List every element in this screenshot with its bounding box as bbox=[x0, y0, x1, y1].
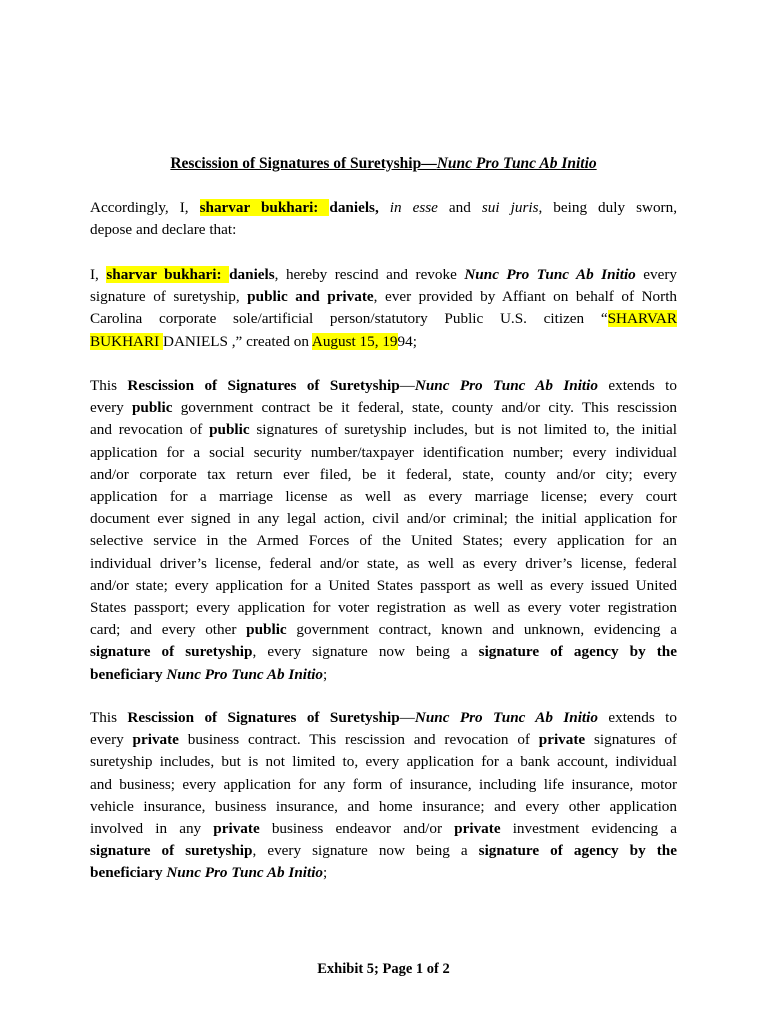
p2-line-3: Carolina corporate sole/artificial person/statutory Public U.S. citizen “SHARVAR bbox=[90, 310, 677, 328]
name-highlight: sharvar bukhari: bbox=[199, 199, 330, 216]
p4-line-2: every private business contract. This rescission and revocation of private signatures of bbox=[90, 731, 677, 749]
p3-line-2: every public government contract be it federal, state, county and/or city. This rescission bbox=[90, 399, 678, 417]
date-highlight: August 15, 19 bbox=[311, 332, 398, 350]
p3-line-14: beneficiary Nunc Pro Tunc Ab Initio; bbox=[90, 665, 328, 683]
p4-line-6: involved in any private business endeavor and/or private investment evidencing a bbox=[90, 820, 677, 838]
p1-line-2: depose and declare that: bbox=[90, 221, 237, 239]
name-highlight: SHARVAR bbox=[607, 310, 677, 328]
document-title bbox=[90, 154, 677, 174]
p3-line-4: application for a social security number/taxpayer identification number; every individual bbox=[90, 443, 677, 461]
p2-line-2: signature of suretyship, public and private, ever provided by Affiant on behalf of North bbox=[90, 288, 678, 306]
p1-line-1: Accordingly, I, sharvar bukhari: daniels, in esse and sui juris, being duly sworn, bbox=[90, 199, 677, 216]
title-main: Rescission of Signatures of Suretyship— bbox=[170, 155, 437, 172]
p4-line-7: signature of suretyship, every signature now being a signature of agency by the bbox=[90, 842, 677, 860]
p3-line-5: and/or corporate tax return ever filed, be it federal, state, county and/or city; every bbox=[90, 465, 677, 483]
p3-line-9: individual driver’s license, federal and/or state, as well as every driver’s license, federal bbox=[90, 554, 677, 572]
p3-line-8: selective service in the Armed Forces of the United States; every application for an bbox=[90, 532, 677, 550]
name-highlight: BUKHARI bbox=[90, 332, 163, 350]
p4-line-5: vehicle insurance, business insurance, and home insurance; and every other application bbox=[90, 797, 677, 815]
p3-line-11: States passport; every application for voter registration as well as every voter registration bbox=[90, 599, 677, 617]
p4-line-3: suretyship includes, but is not limited to, every application for a bank account, individual bbox=[90, 753, 677, 771]
p3-line-10: and/or state; every application for a United States passport as well as every issued United bbox=[90, 576, 677, 594]
p4-line-1: This Rescission of Signatures of Suretyship—Nunc Pro Tunc Ab Initio extends to bbox=[90, 709, 677, 726]
p3-line-12: card; and every other public government contract, known and unknown, evidencing a bbox=[90, 621, 677, 639]
paragraph-rescind bbox=[90, 264, 677, 353]
p4-line-4: and business; every application for any form of insurance, including life insurance, motor bbox=[90, 775, 677, 793]
name-highlight: sharvar bukhari: bbox=[106, 266, 230, 283]
p3-line-6: application for a marriage license as well as every marriage license; every court bbox=[90, 488, 677, 506]
p3-line-1: This Rescission of Signatures of Suretyship—Nunc Pro Tunc Ab Initio extends to bbox=[90, 377, 677, 394]
p2-line-4: BUKHARI DANIELS ,” created on August 15, 1994; bbox=[90, 332, 417, 350]
title-italic: Nunc Pro Tunc Ab Initio bbox=[436, 155, 597, 172]
p3-line-3: and revocation of public signatures of suretyship includes, but is not limited to, the initial bbox=[90, 421, 677, 439]
p3-line-7: document ever signed in any legal action, civil and/or criminal; the initial application for bbox=[90, 510, 677, 528]
p2-line-1: I, sharvar bukhari: daniels, hereby rescind and revoke Nunc Pro Tunc Ab Initio every bbox=[90, 266, 677, 283]
p3-line-13: signature of suretyship, every signature now being a signature of agency by the bbox=[90, 643, 677, 661]
paragraph-public-contracts bbox=[90, 375, 677, 686]
p4-line-8: beneficiary Nunc Pro Tunc Ab Initio; bbox=[90, 864, 328, 882]
page-footer: Exhibit 5; Page 1 of 2 bbox=[317, 961, 450, 977]
paragraph-private-contracts bbox=[90, 707, 677, 885]
paragraph-declaration bbox=[90, 197, 677, 241]
